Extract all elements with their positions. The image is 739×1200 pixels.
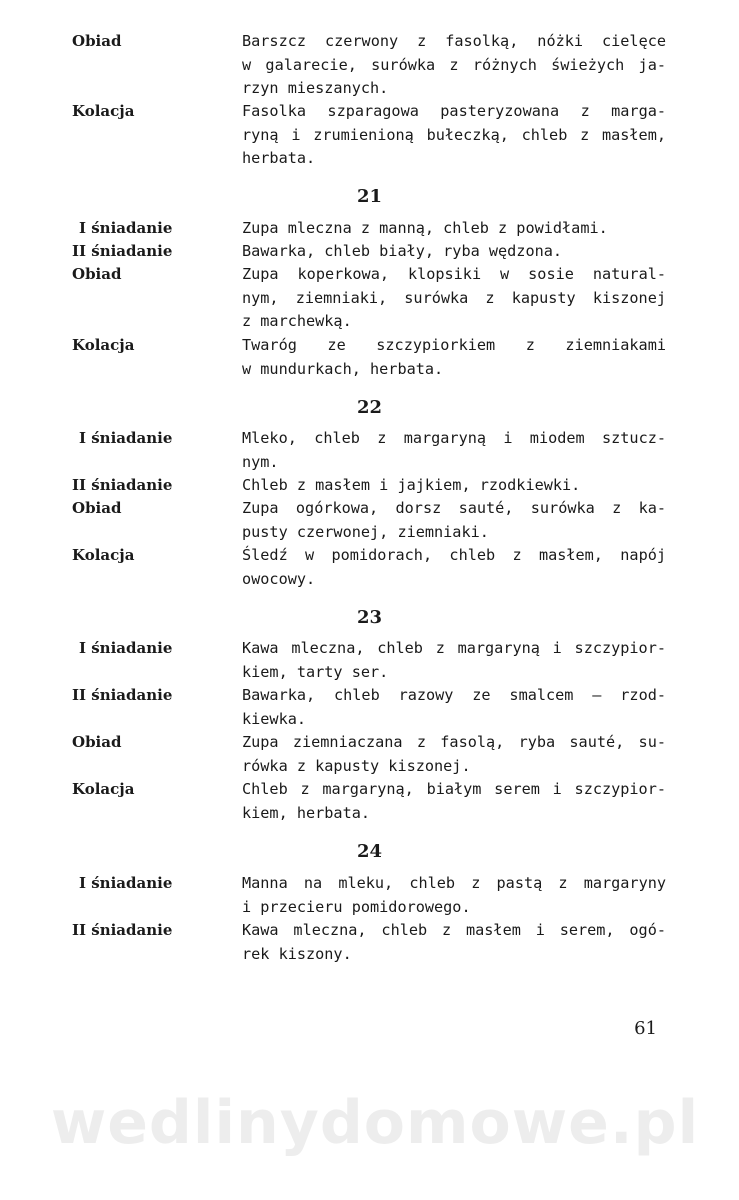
meal-label: II śniadanie [72,921,173,939]
meal-label: II śniadanie [72,242,173,260]
meal-label: II śniadanie [72,476,173,494]
text-line: kiewka. [242,709,307,728]
text-line: Śledź w pomidorach, chleb z masłem, napój [242,546,666,564]
meal-description [242,427,666,474]
text-line: Zupa ogórkowa, dorsz sauté, surówka z ka- [242,499,666,517]
text-line: Barszcz czerwony z fasolką, nóżki cielęce [242,32,666,50]
text-line: Zupa mleczna z manną, chleb z powidłami. [242,219,608,237]
meal-label: Obiad [72,32,122,50]
meal-description [242,684,666,731]
watermark: wedlinydomowe.pl [50,1088,700,1158]
meal-label: Kolacja [72,336,135,354]
day-number: 23 [356,607,383,628]
text-line: rek kiszony. [242,944,352,963]
text-line: nym. [242,452,279,471]
day-number: 22 [356,397,383,418]
text-line: Mleko, chleb z margaryną i miodem sztucz- [242,429,666,447]
text-line: Bawarka, chleb razowy ze smalcem — rzod- [242,686,666,704]
meal-description [242,30,666,101]
text-line: i przecieru pomidorowego. [242,897,471,916]
meal-label: I śniadanie [79,219,173,237]
text-line: kiem, herbata. [242,803,371,822]
meal-label: I śniadanie [79,874,173,892]
meal-description [242,637,666,684]
day-number: 21 [356,186,383,207]
meal-description [242,263,666,334]
day-number: 24 [356,841,383,862]
text-line: Kawa mleczna, chleb z masłem i serem, ogó- [242,921,666,939]
text-line: Bawarka, chleb biały, ryba wędzona. [242,242,563,260]
meal-description [242,240,666,264]
text-line: Fasolka szparagowa pasteryzowana z marga- [242,102,666,120]
meal-description [242,474,666,498]
text-line: Chleb z masłem i jajkiem, rzodkiewki. [242,476,581,494]
text-line: Zupa ziemniaczana z fasolą, ryba sauté, su- [242,733,666,751]
text-line: Twaróg ze szczypiorkiem z ziemniakami [242,336,666,354]
text-line: nym, ziemniaki, surówka z kapusty kiszonej [242,288,666,307]
meal-label: I śniadanie [79,639,173,657]
text-line: rzyn mieszanych. [242,79,389,97]
meal-label: Kolacja [72,546,135,564]
text-line: Kawa mleczna, chleb z margaryną i szczypior- [242,639,666,657]
meal-description [242,544,666,591]
text-line: herbata. [242,149,316,167]
meal-label: Kolacja [72,780,135,798]
text-line: w mundurkach, herbata. [242,359,444,378]
text-line: owocowy. [242,569,316,588]
text-line: Zupa koperkowa, klopsiki w sosie natural- [242,265,666,283]
meal-description [242,334,666,381]
text-line: ryną i zrumienioną bułeczką, chleb z masłem, [242,125,666,144]
meal-description [242,872,666,919]
meal-label: I śniadanie [79,429,173,447]
text-line: z marchewką. [242,312,352,330]
meal-description [242,778,666,825]
meal-label: Kolacja [72,102,135,120]
text-line: rówka z kapusty kiszonej. [242,756,471,775]
text-line: Chleb z margaryną, białym serem i szczypior- [242,780,666,798]
meal-description [242,497,666,544]
meal-label: Obiad [72,265,122,283]
text-line: w galarecie, surówka z różnych świeżych ja- [242,55,666,74]
meal-label: II śniadanie [72,686,173,704]
meal-label: Obiad [72,499,122,517]
meal-description [242,100,666,171]
meal-label: Obiad [72,733,122,751]
page-number: 61 [634,1018,657,1039]
text-line: kiem, tarty ser. [242,662,389,681]
meal-description [242,919,666,966]
meal-description [242,217,666,241]
text-line: pusty czerwonej, ziemniaki. [242,522,489,541]
meal-description [242,731,666,778]
text-line: Manna na mleku, chleb z pastą z margaryny [242,874,666,892]
